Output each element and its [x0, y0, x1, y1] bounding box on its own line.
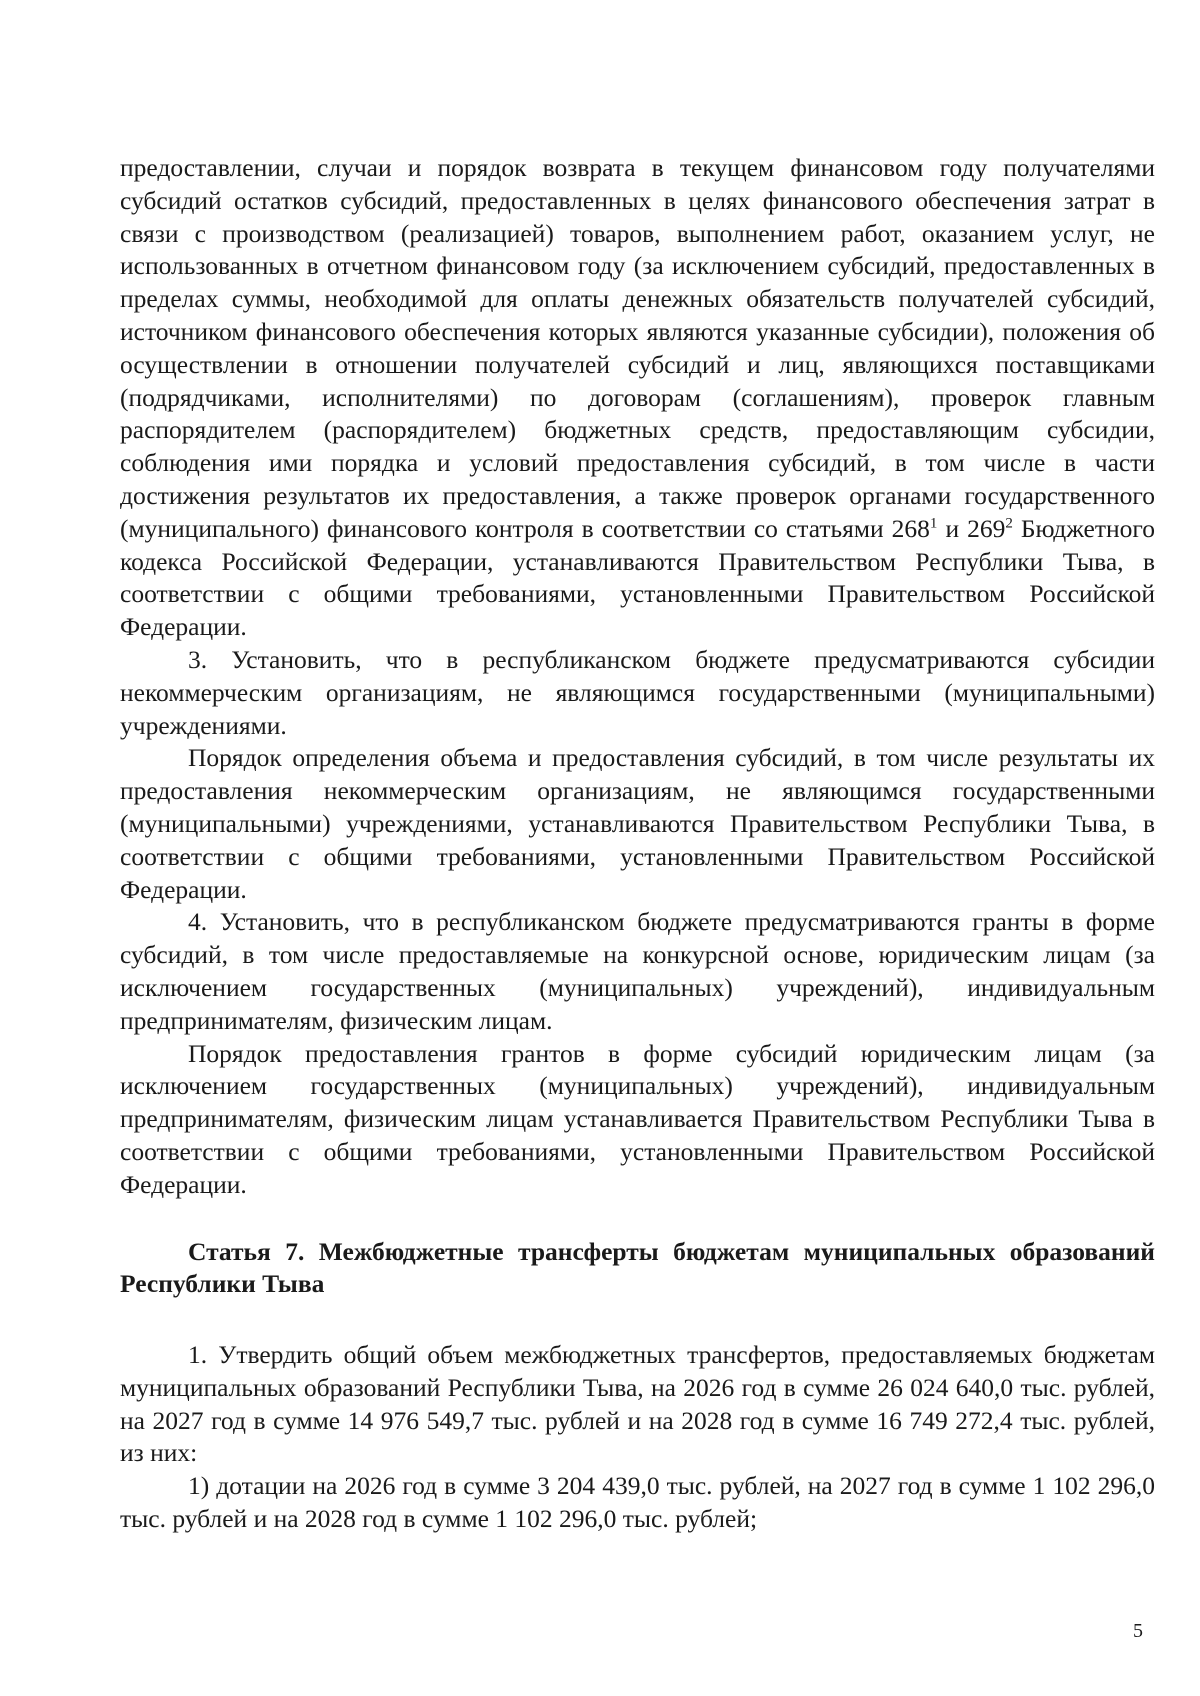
superscript: 1: [929, 515, 938, 532]
paragraph-subsidy-return: [120, 152, 1155, 644]
paragraph-grant-procedure: Порядок предоставления грантов в форме субсидий юридическим лицам (за исключением государственных (муниципальных) учреждений), индивидуальным предпринимателям, физическим лицам устанавливается Правительством Республики Тыва в соответствии с общими требованиями, установленными Правительством Российской Федерации.: [120, 1038, 1155, 1199]
paragraph-subsidies-grants: 1) дотации на 2026 год в сумме 3 204 439,0 тыс. рублей, на 2027 год в сумме 1 102 296,0 тыс. рублей и на 2028 год в сумме 1 102 296,0 тыс. рублей;: [120, 1471, 1155, 1534]
superscript: 2: [1005, 515, 1013, 532]
paragraph-item-4: 4. Установить, что в республиканском бюджете предусматриваются гранты в форме субсидий, в том числе предоставляемые на конкурсной основе, юридическим лицам (за исключением государственных (муниципальных) учреждений), индивидуальным предпринимателям, физическим лицам.: [120, 907, 1155, 1035]
paragraph-nonprofit-procedure: Порядок определения объема и предоставления субсидий, в том числе результаты их предоставления некоммерческим организациям, не являющимся государственными (муниципальными) учреждениями, устанавливаются Правительством Республики Тыва, в соответствии с общими требованиями, установленными Правительством Российской Федерации.: [120, 743, 1155, 904]
paragraph-text: предоставлении, случаи и порядок возврата в текущем финансовом году получателями субсидий остатков субсидий, предоставленных в целях финансового обеспечения затрат в связи с производством (реализацией) товаров, выполнением работ, оказанием услуг, не использованных в отчетном финансовом году (за исключением субсидий, предоставленных в пределах суммы, необходимой для оплаты денежных обязательств получателей субсидий, источником финансового обеспечения которых являются указанные субсидии), положения об осуществлении в отношении получателей субсидий и лиц, являющихся поставщиками (подрядчиками, исполнителями) по договорам (соглашениям), проверок главным распорядителем (распорядителем) бюджетных средств, предоставляющим субсидии, соблюдения ими порядка и условий предоставления субсидий, в том числе в части достижения результатов их предоставления, а также проверок органами государственного (муниципального) финансового контроля в соответствии со статьями 268: [120, 153, 1155, 543]
paragraph-text: Бюджетного кодекса Российской Федерации, устанавливаются Правительством Республики Тыва, в соответствии с общими требованиями, установленными Правительством Российской Федерации.: [120, 513, 1155, 642]
document-page: [120, 152, 1155, 1536]
article-heading: Статья 7. Межбюджетные трансферты бюджетам муниципальных образований Республики Тыва: [120, 1236, 1155, 1299]
page-number: 5: [1133, 1620, 1143, 1642]
paragraph-transfers-total: 1. Утвердить общий объем межбюджетных трансфертов, предоставляемых бюджетам муниципальных образований Республики Тыва, на 2026 год в сумме 26 024 640,0 тыс. рублей, на 2027 год в сумме 14 976 549,7 тыс. рублей и на 2028 год в сумме 16 749 272,4 тыс. рублей, из них:: [120, 1340, 1155, 1468]
paragraph-item-3: 3. Установить, что в республиканском бюджете предусматриваются субсидии некоммерческим организациям, не являющимся государственными (муниципальными) учреждениями.: [120, 644, 1155, 740]
paragraph-text: и 269: [937, 513, 1006, 543]
